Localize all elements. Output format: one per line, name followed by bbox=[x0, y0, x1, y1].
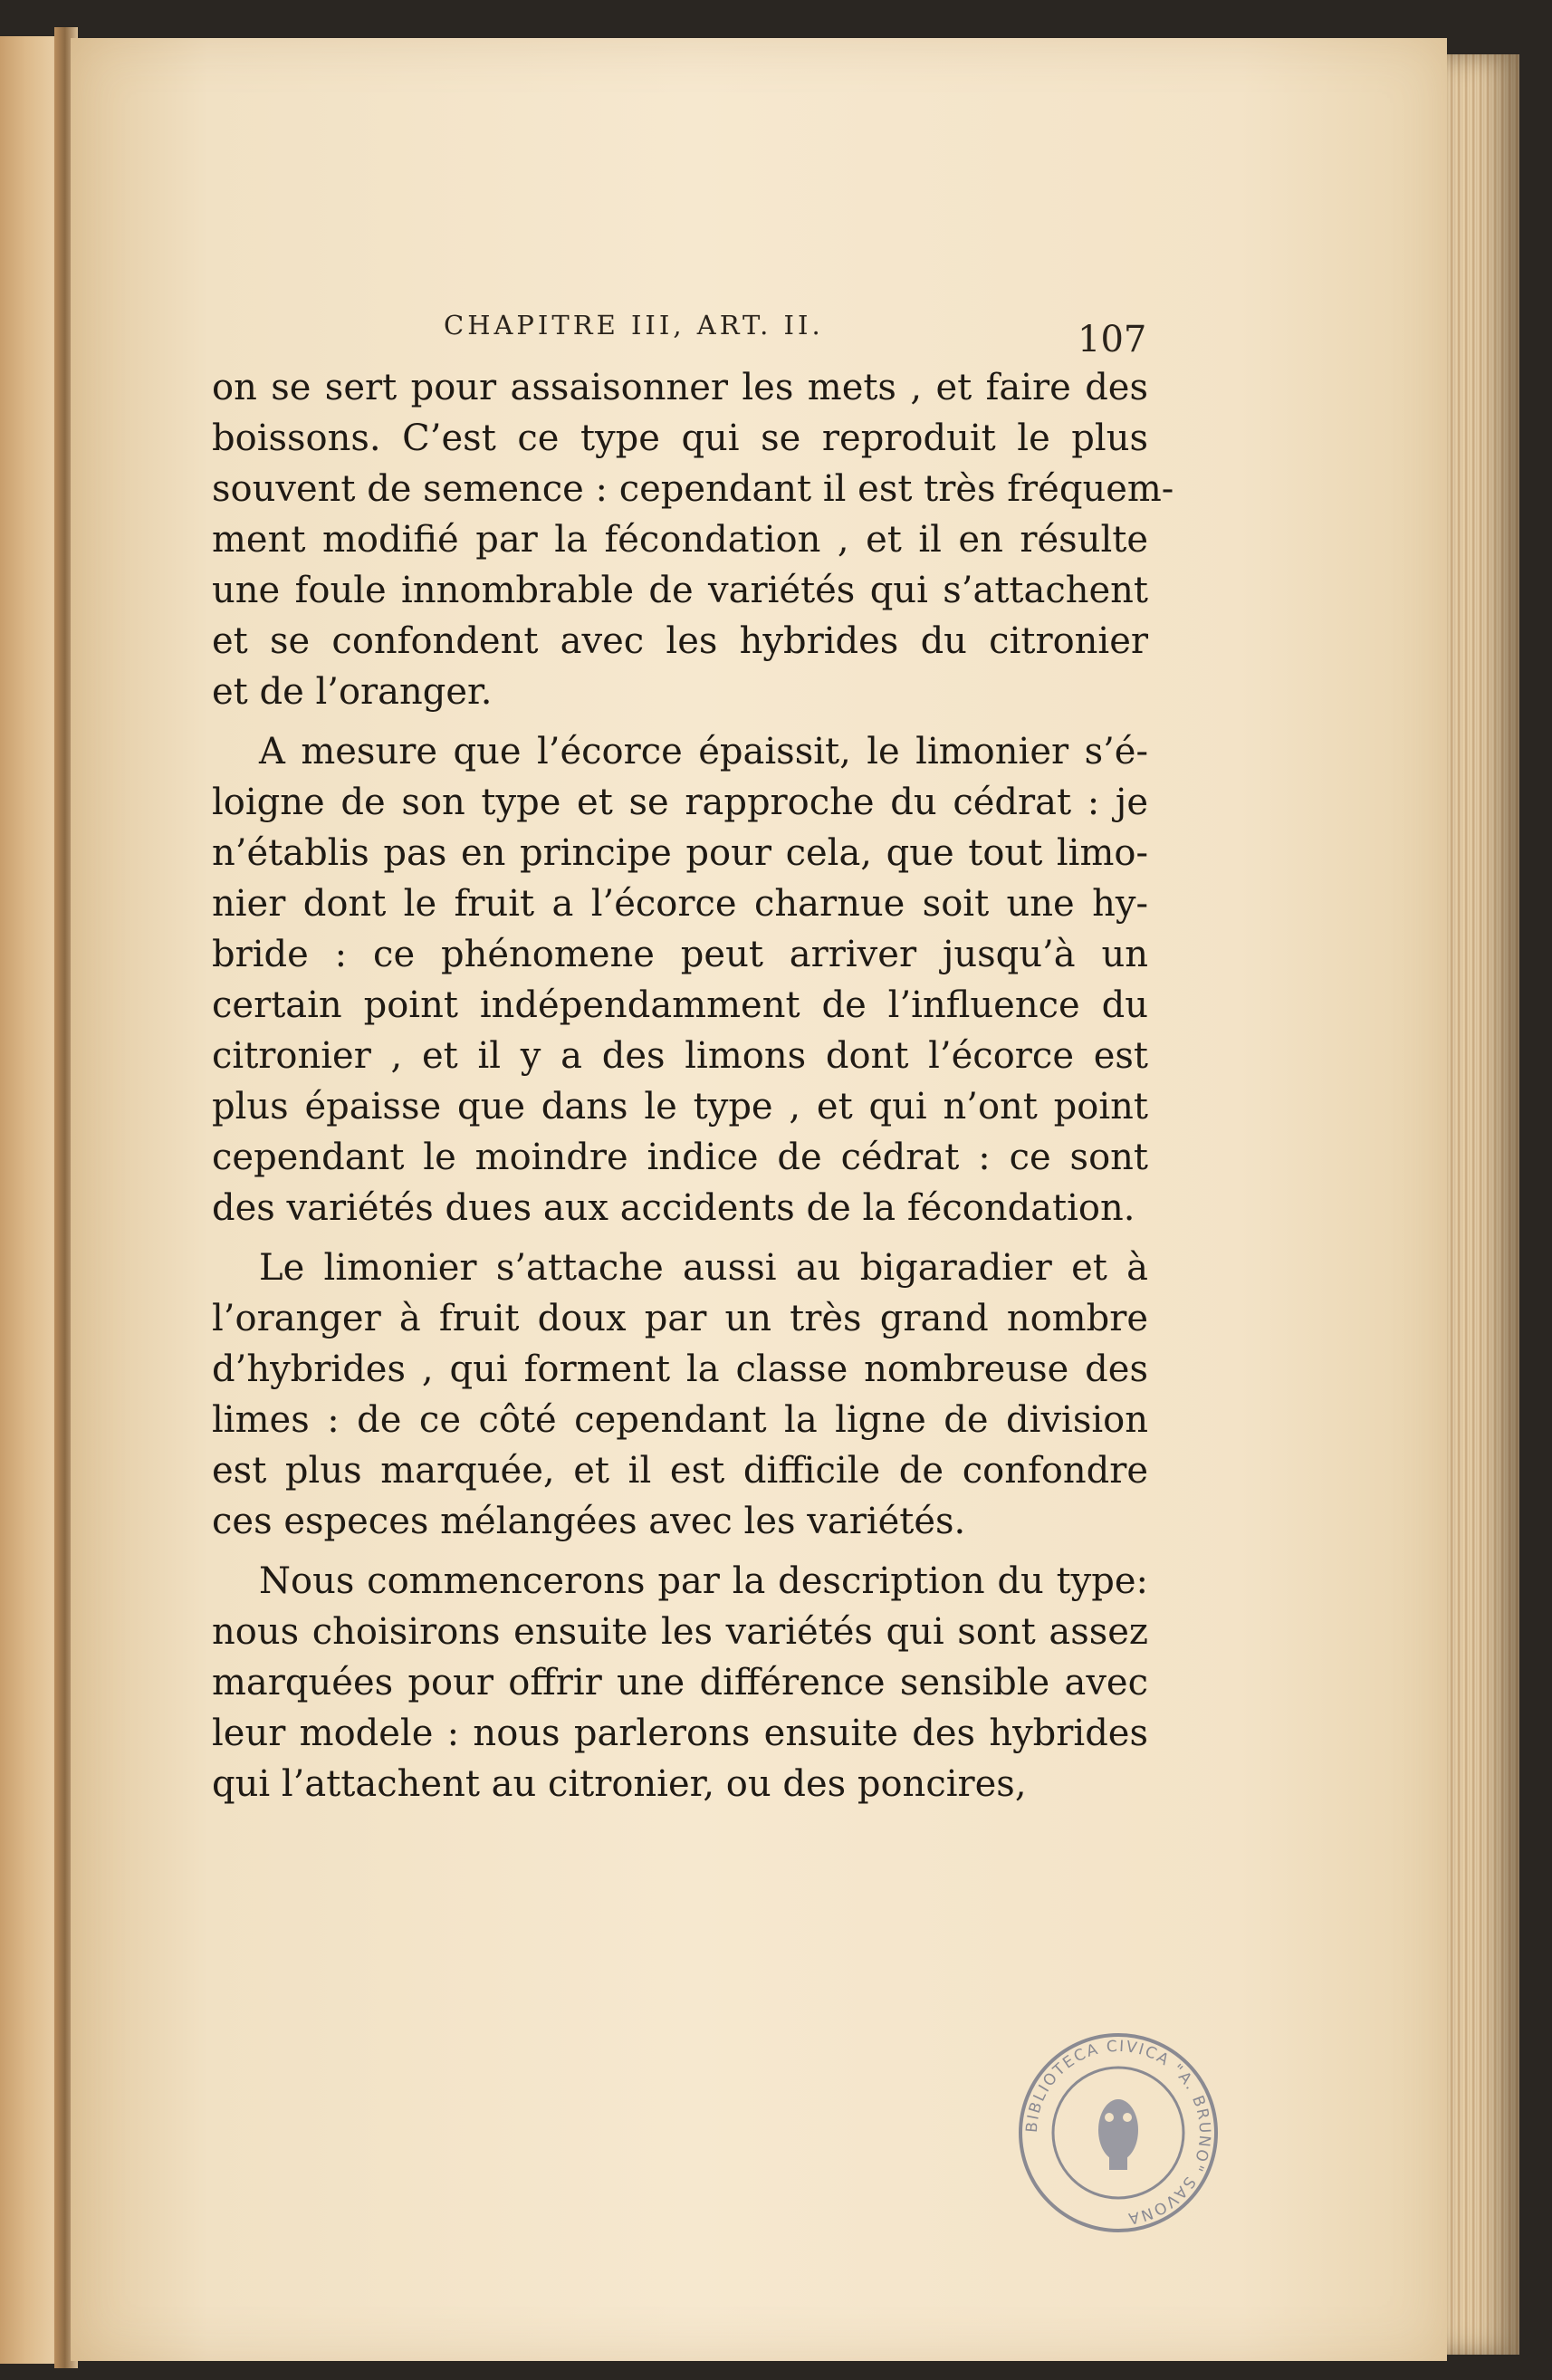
stamp-emblem bbox=[1098, 2099, 1138, 2170]
paragraph bbox=[212, 362, 1174, 717]
text-line: n’établis pas en principe pour cela, que tout limo- bbox=[212, 832, 1148, 874]
stamp-text: BIBLIOTECA CIVICA "A. BRUNO" SAVONA bbox=[1022, 2037, 1214, 2228]
text-line: et de l’oranger. bbox=[212, 671, 493, 713]
body-text bbox=[212, 362, 1174, 1819]
text-line: Nous commencerons par la description du type: bbox=[259, 1560, 1148, 1602]
library-stamp-icon bbox=[1014, 2029, 1222, 2237]
text-line: citronier , et il y a des limons dont l’écorce est bbox=[212, 1035, 1148, 1077]
text-line: certain point indépendamment de l’influence du bbox=[212, 984, 1148, 1026]
page-edges bbox=[1447, 54, 1519, 2355]
text-line: A mesure que l’écorce épaissit, le limonier s’é- bbox=[259, 731, 1148, 773]
text-line: loigne de son type et se rapproche du cédrat : je bbox=[212, 782, 1148, 823]
text-line: bride : ce phénomene peut arriver jusqu’à un bbox=[212, 934, 1148, 975]
text-line: nous choisirons ensuite les variétés qui sont assez bbox=[212, 1611, 1148, 1653]
text-line: l’oranger à fruit doux par un très grand nombre bbox=[212, 1298, 1148, 1339]
text-line: ces especes mélangées avec les variétés. bbox=[212, 1501, 966, 1542]
text-line: limes : de ce côté cependant la ligne de division bbox=[212, 1399, 1148, 1441]
text-line: une foule innombrable de variétés qui s’attachent bbox=[212, 570, 1148, 611]
text-line: marquées pour offrir une différence sensible avec bbox=[212, 1662, 1148, 1703]
running-head: CHAPITRE III, ART. II. bbox=[444, 310, 824, 341]
text-line: ment modifié par la fécondation , et il en résulte bbox=[212, 519, 1148, 561]
text-line: des variétés dues aux accidents de la fécondation. bbox=[212, 1187, 1135, 1229]
text-line: d’hybrides , qui forment la classe nombreuse des bbox=[212, 1348, 1148, 1390]
text-line: est plus marquée, et il est difficile de confondre bbox=[212, 1450, 1148, 1492]
text-line: qui l’attachent au citronier, ou des poncires, bbox=[212, 1763, 1027, 1805]
text-line: et se confondent avec les hybrides du citronier bbox=[212, 620, 1148, 662]
paragraph bbox=[212, 1556, 1148, 1809]
text-line: on se sert pour assaisonner les mets , et faire des bbox=[212, 367, 1148, 408]
text-line: cependant le moindre indice de cédrat : ce sont bbox=[212, 1137, 1148, 1178]
text-line: Le limonier s’attache aussi au bigaradier et à bbox=[259, 1247, 1148, 1289]
text-line: nier dont le fruit a l’écorce charnue soit une hy- bbox=[212, 883, 1148, 925]
paragraph bbox=[212, 1243, 1148, 1547]
text-line: leur modele : nous parlerons ensuite des hybrides bbox=[212, 1713, 1148, 1754]
paragraph bbox=[212, 726, 1148, 1233]
text-line: plus épaisse que dans le type , et qui n’ont point bbox=[212, 1086, 1148, 1128]
text-line: boissons. C’est ce type qui se reproduit le plus bbox=[212, 417, 1148, 459]
page-number: 107 bbox=[1078, 319, 1147, 360]
text-line: souvent de semence : cependant il est très fréquem- bbox=[212, 468, 1174, 510]
